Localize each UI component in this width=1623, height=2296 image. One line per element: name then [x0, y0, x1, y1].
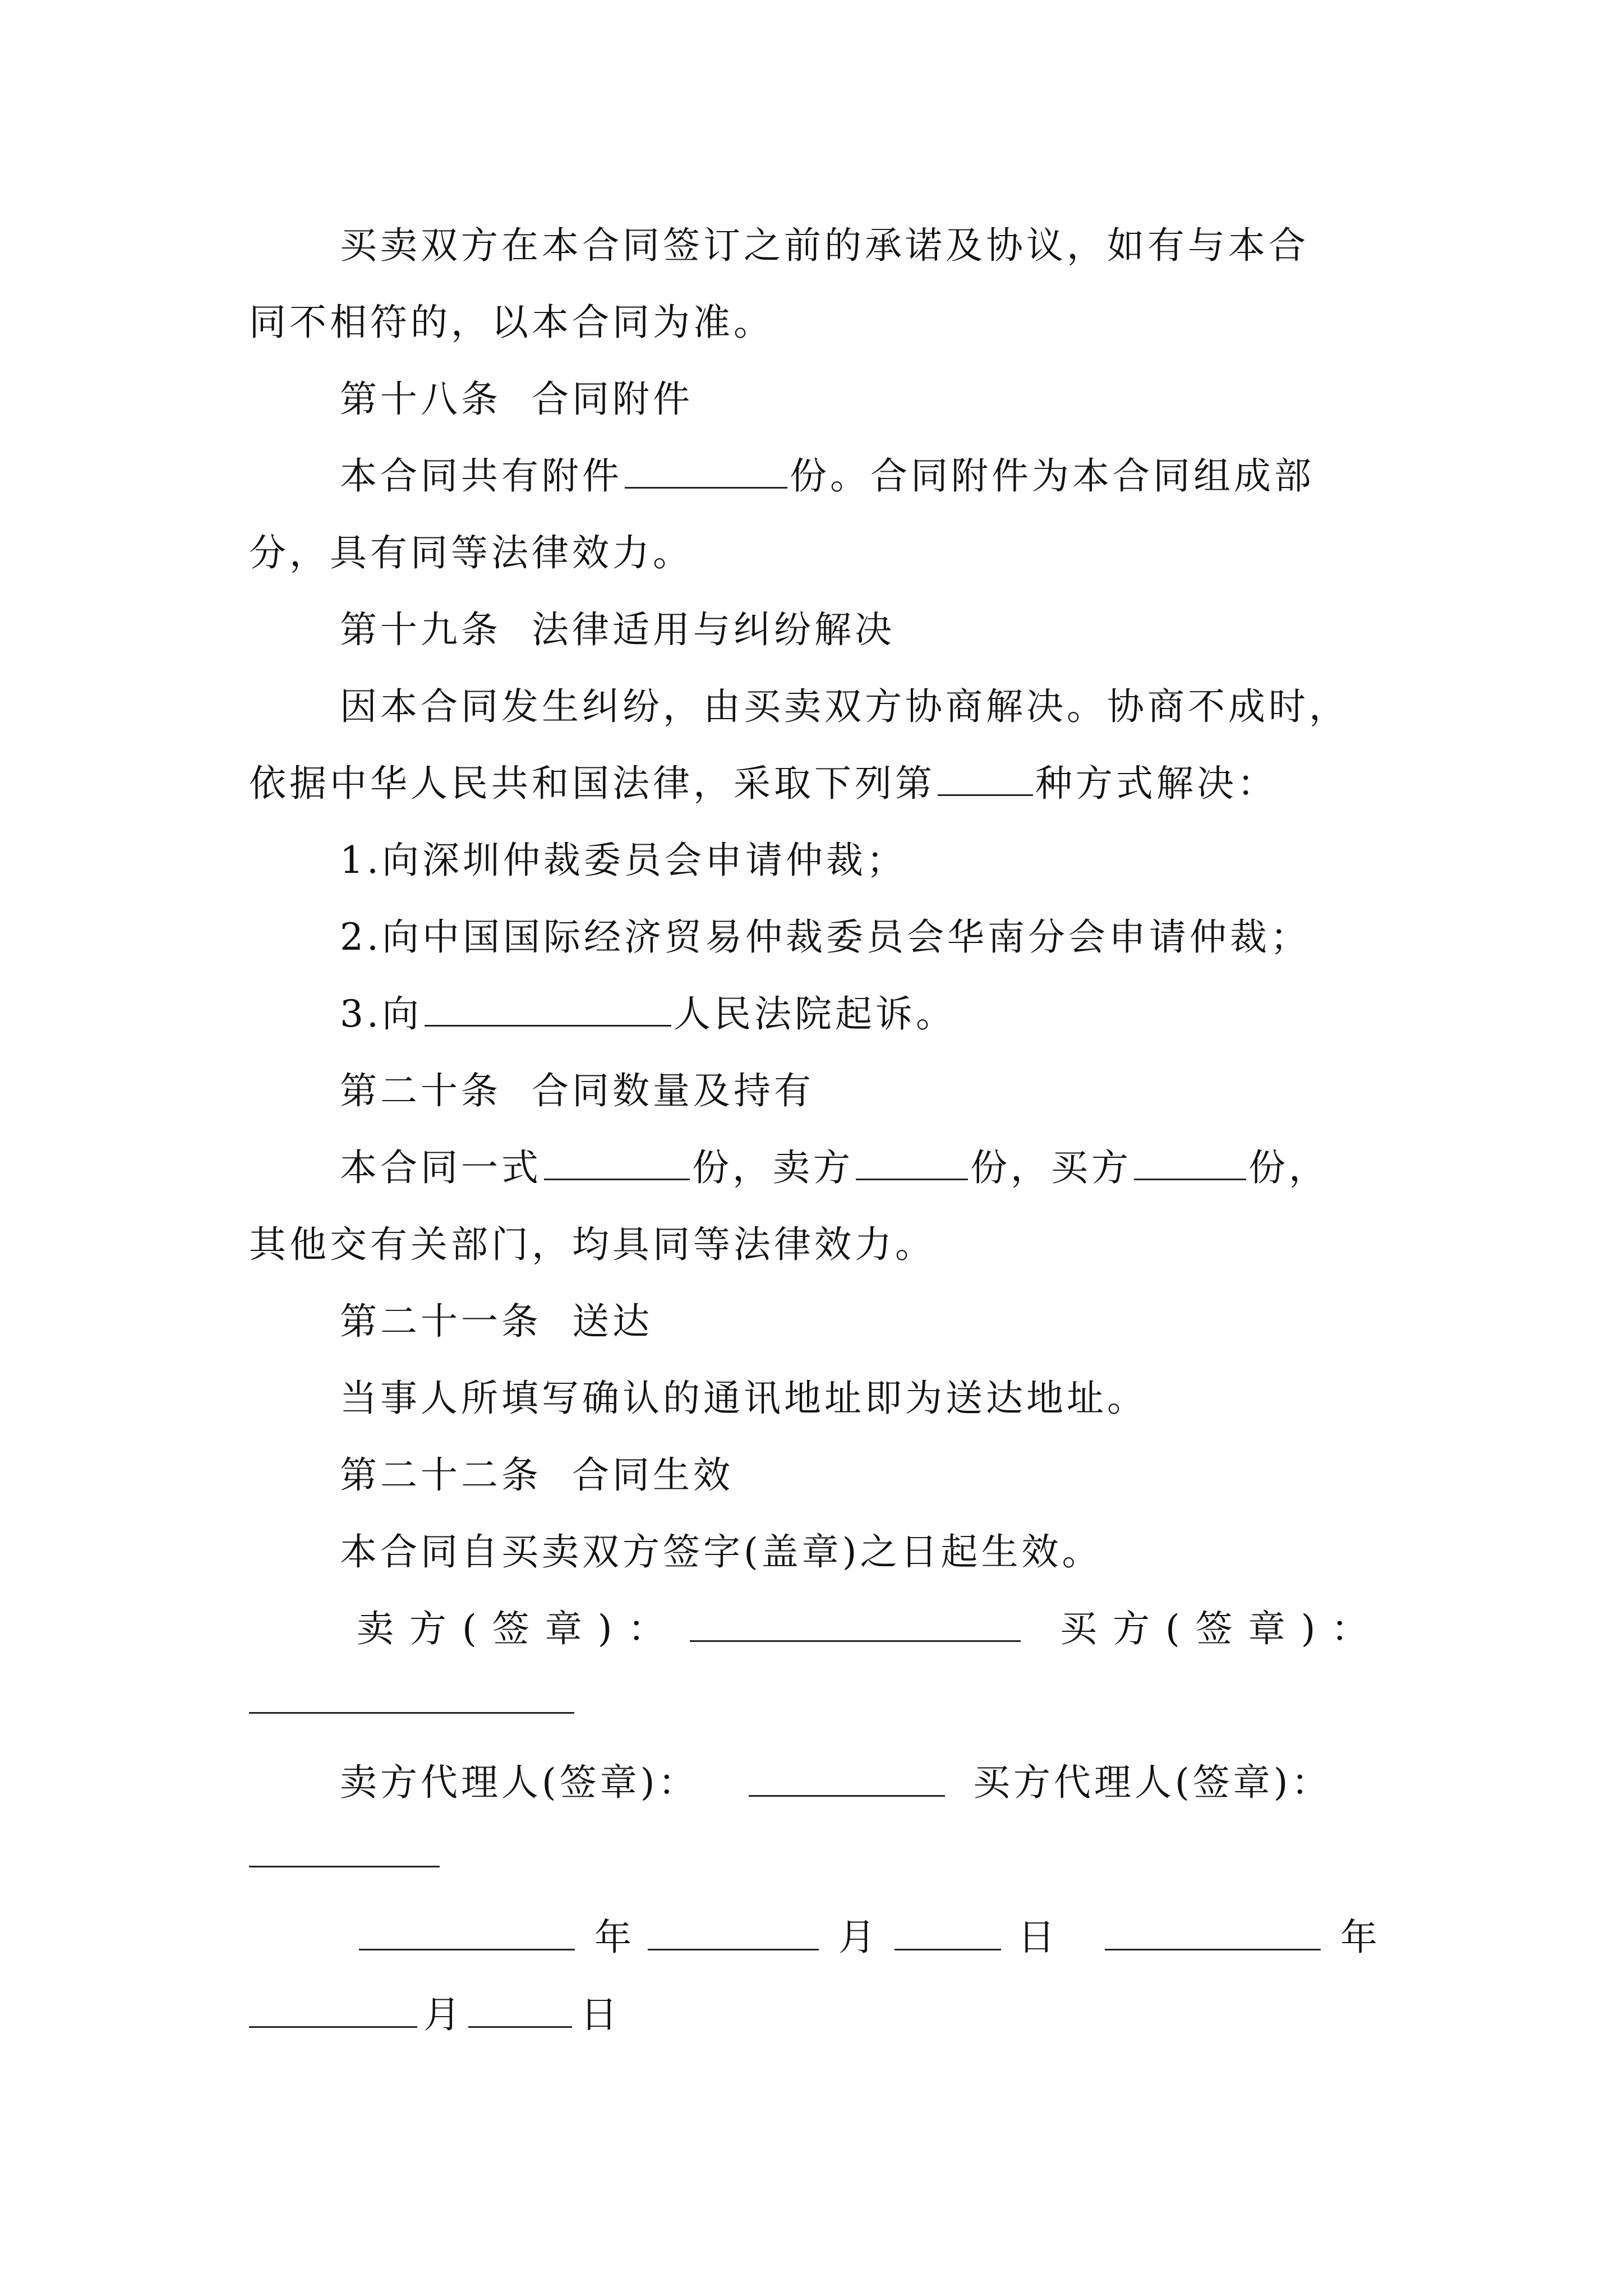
seller-year-blank: [359, 1949, 575, 1950]
article-18-line2: 分，具有同等法律效力。: [249, 531, 693, 574]
buyer-agent-label: 买方代理人(签章)：: [973, 1761, 1332, 1804]
buyer-day-label: 日: [580, 1993, 621, 2036]
total-copies-blank: [544, 1147, 690, 1180]
article-19-line2: [249, 761, 1278, 806]
buyer-copies-blank: [1134, 1147, 1246, 1180]
dispute-method-suffix: 种方式解决：: [1035, 762, 1278, 805]
seller-day-blank: [895, 1949, 1001, 1950]
attachment-count-prefix: 本合同共有附件: [340, 454, 623, 498]
article-20-heading: 第二十条 合同数量及持有: [340, 1069, 814, 1112]
buyer-copies-label: 份，买方: [970, 1146, 1132, 1189]
court-suffix: 人民法院起诉。: [673, 992, 956, 1036]
attachment-count-suffix: 份。合同附件为本合同组成部: [790, 454, 1315, 498]
copies-prefix: 本合同一式: [340, 1146, 542, 1189]
article-21-heading: 第二十一条 送达: [340, 1300, 653, 1343]
seller-month-blank: [648, 1949, 819, 1950]
buyer-year-label: 年: [1340, 1916, 1381, 1959]
dispute-option-2: 2.向中国国际经济贸易仲裁委员会华南分会申请仲裁；: [340, 915, 1311, 959]
seller-year-label: 年: [594, 1916, 635, 1959]
buyer-agent-blank: [249, 1866, 440, 1867]
article-21-body: 当事人所填写确认的通讯地址即为送达地址。: [340, 1377, 1147, 1420]
seller-copies-label: 份，卖方: [692, 1146, 854, 1189]
seller-agent-label: 卖方代理人(签章)：: [340, 1761, 699, 1804]
dispute-option-3: [340, 992, 956, 1037]
attachment-count-blank: [625, 455, 787, 489]
buyer-signature-label: 买方(签章)：: [1060, 1607, 1384, 1650]
seller-signature-label: 卖方(签章)：: [357, 1607, 681, 1650]
seller-copies-blank: [856, 1147, 968, 1180]
dispute-option-1: 1.向深圳仲裁委员会申请仲裁；: [340, 839, 907, 882]
buyer-month-label: 月: [423, 1993, 464, 2036]
article-20-line2: 其他交有关部门，均具同等法律效力。: [249, 1223, 935, 1266]
paragraph-prior-agreements-line2: 同不相符的，以本合同为准。: [249, 301, 774, 344]
article-18-heading: 第十八条 合同附件: [340, 378, 693, 421]
buyer-year-blank: [1105, 1949, 1321, 1950]
article-22-body: 本合同自买卖双方签字(盖章)之日起生效。: [340, 1530, 1103, 1573]
seller-month-label: 月: [838, 1916, 879, 1959]
article-22-heading: 第二十二条 合同生效: [340, 1453, 734, 1497]
article-19-heading: 第十九条 法律适用与纠纷解决: [340, 608, 895, 651]
article-18-line1: [340, 454, 1315, 499]
seller-agent-blank: [749, 1795, 945, 1797]
seller-signature-blank: [690, 1640, 1021, 1642]
dispute-method-blank: [938, 763, 1033, 796]
buyer-month-blank: [249, 2026, 417, 2028]
buyer-signature-blank: [249, 1712, 574, 1714]
article-19-line1: 因本合同发生纠纷，由买卖双方协商解决。协商不成时，: [340, 685, 1349, 728]
dispute-method-prefix: 依据中华人民共和国法律，采取下列第: [249, 762, 935, 805]
paragraph-prior-agreements-line1: 买卖双方在本合同签订之前的承诺及协议，如有与本合: [340, 224, 1309, 267]
court-prefix: 3.向: [340, 992, 422, 1036]
buyer-day-blank: [468, 2026, 572, 2028]
article-20-line1: [340, 1145, 1329, 1190]
copies-suffix: 份，: [1248, 1146, 1329, 1189]
court-name-blank: [425, 993, 671, 1027]
seller-day-label: 日: [1018, 1916, 1058, 1959]
